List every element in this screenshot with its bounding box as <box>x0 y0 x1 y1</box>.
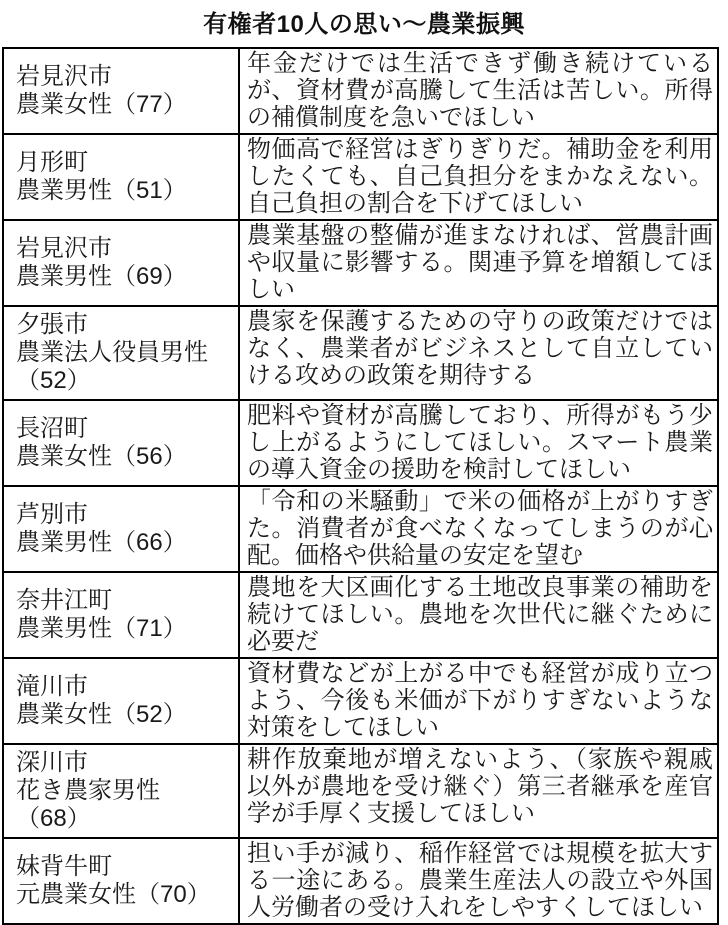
person-line: 農業女性（56） <box>16 443 187 470</box>
person-line: 長沼町 <box>16 415 88 442</box>
page-title: 有権者10人の思い～農業振興 <box>203 11 525 38</box>
person-cell <box>3 306 239 400</box>
table-row <box>3 400 718 486</box>
person-cell <box>3 220 239 306</box>
person-cell <box>3 572 239 658</box>
person-cell <box>3 400 239 486</box>
voters-table <box>2 47 719 925</box>
person-line: 芦別市 <box>16 501 88 528</box>
person-cell <box>3 486 239 572</box>
person-line: 滝川市 <box>16 673 88 700</box>
person-cell <box>3 134 239 220</box>
table-row <box>3 134 718 220</box>
person-line: 奈井江町 <box>16 587 112 614</box>
person-line: 農業女性（52） <box>16 701 187 728</box>
person-line: 農業男性（71） <box>16 615 187 642</box>
table-row <box>3 838 718 924</box>
table-row <box>3 658 718 744</box>
table-row <box>3 220 718 306</box>
person-line: 夕張市 <box>16 311 88 338</box>
person-cell <box>3 48 239 134</box>
comment-cell: 年金だけでは生活できず働き続けているが、資材費が高騰して生活は苦しい。所得の補償制度を急いでほしい <box>239 48 718 134</box>
table-row <box>3 572 718 658</box>
table-row <box>3 48 718 134</box>
comment-cell: 農地を大区画化する土地改良事業の補助を続けてほしい。農地を次世代に継ぐために必要だ <box>239 572 718 658</box>
table-row <box>3 486 718 572</box>
person-line: （52） <box>16 367 91 394</box>
person-line: 花き農家男性 <box>16 777 160 804</box>
person-cell <box>3 744 239 838</box>
comment-cell: 物価高で経営はぎりぎりだ。補助金を利用したくても、自己負担分をまかなえない。自己負担の割合を下げてほしい <box>239 134 718 220</box>
voters-table-body <box>3 48 718 924</box>
person-line: 岩見沢市 <box>16 63 112 90</box>
person-line: 岩見沢市 <box>16 235 112 262</box>
comment-cell: 肥料や資材が高騰しており、所得がもう少し上がるようにしてほしい。スマート農業の導入資金の援助を検討してほしい <box>239 400 718 486</box>
person-line: 月形町 <box>16 149 88 176</box>
person-cell <box>3 838 239 924</box>
comment-cell: 農業基盤の整備が進まなければ、営農計画や収量に影響する。関連予算を増額してほしい <box>239 220 718 306</box>
person-line: 農業男性（66） <box>16 529 187 556</box>
comment-cell: 耕作放棄地が増えないよう、（家族や親戚以外が農地を受け継ぐ）第三者継承を産官学が手厚く支援してほしい <box>239 744 718 838</box>
person-line: 深川市 <box>16 749 88 776</box>
person-line: 農業女性（77） <box>16 91 187 118</box>
person-line: 農業男性（51） <box>16 177 187 204</box>
comment-cell: 資材費などが上がる中でも経営が成り立つよう、今後も米価が下がりすぎないような対策をしてほしい <box>239 658 718 744</box>
person-line: （68） <box>16 805 91 832</box>
table-row <box>3 306 718 400</box>
person-line: 妹背牛町 <box>16 853 112 880</box>
comment-cell: 担い手が減り、稲作経営では規模を拡大する一途にある。農業生産法人の設立や外国人労働者の受け入れをしやすくしてほしい <box>239 838 718 924</box>
comment-cell: 「令和の米騒動」で米の価格が上がりすぎた。消費者が食べなくなってしまうのが心配。価格や供給量の安定を望む <box>239 486 718 572</box>
table-row <box>3 744 718 838</box>
person-line: 農業男性（69） <box>16 263 187 290</box>
person-line: 農業法人役員男性 <box>16 339 208 366</box>
comment-cell: 農家を保護するための守りの政策だけではなく、農業者がビジネスとして自立していける攻めの政策を期待する <box>239 306 718 400</box>
person-cell <box>3 658 239 744</box>
person-line: 元農業女性（70） <box>16 881 211 908</box>
